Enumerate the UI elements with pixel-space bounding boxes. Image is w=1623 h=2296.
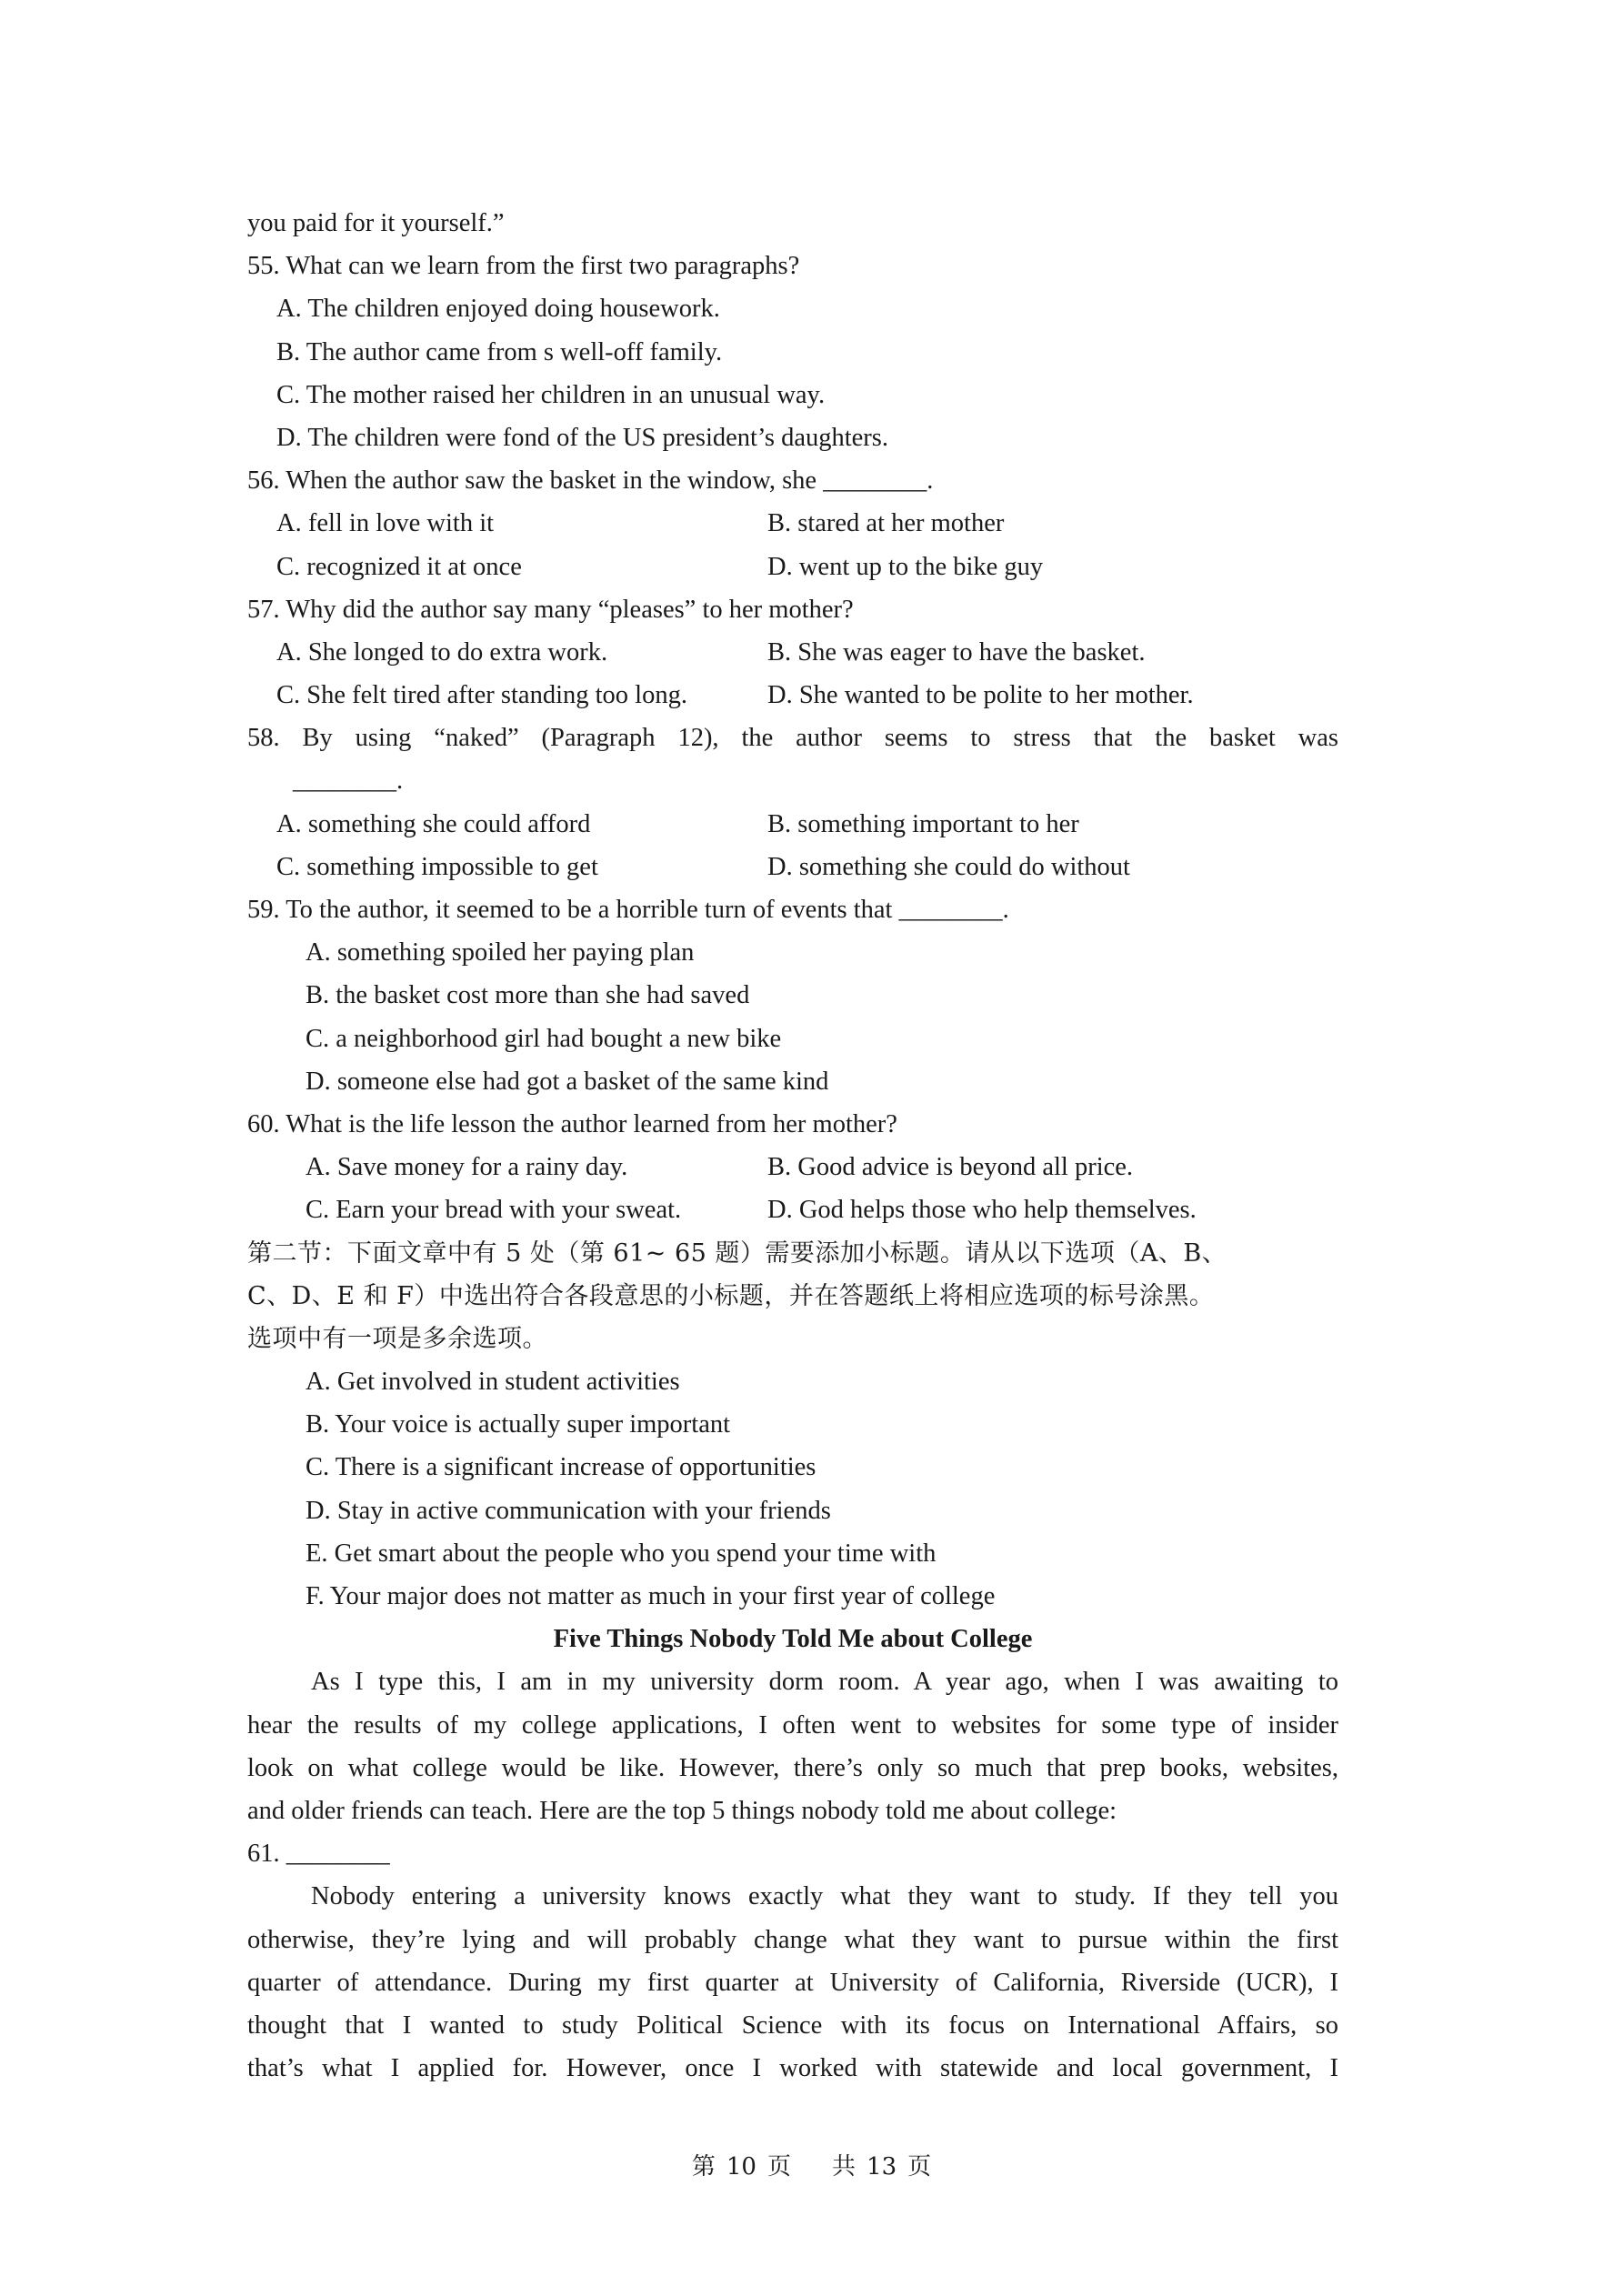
page-number: 10 <box>726 2153 756 2181</box>
paragraph-2-line4: thought that I wanted to study Political Science with its focus on International Affairs, so <box>247 2010 1338 2040</box>
question-58: 58. By using “naked” (Paragraph 12), the author seems to stress that the basket was <box>247 724 1338 753</box>
option-58c: C. something impossible to get <box>276 852 598 881</box>
paragraph-1-line3: look on what college would be like. However, there’s only so much that prep books, websites, <box>247 1753 1338 1782</box>
total-pages: 13 <box>867 2153 897 2181</box>
option-56d: D. went up to the bike guy <box>767 552 1044 581</box>
total-label: 共 <box>832 2153 857 2181</box>
paragraph-1-line2: hear the results of my college applications, I often went to websites for some type of insider <box>247 1710 1338 1740</box>
option-57a: A. She longed to do extra work. <box>276 637 608 667</box>
question-61: 61. ________ <box>247 1840 390 1869</box>
paragraph-1-line1: As I type this, I am in my university dorm room. A year ago, when I was awaiting to <box>311 1668 1338 1697</box>
option-59b: B. the basket cost more than she had saved <box>306 981 750 1010</box>
paragraph-2-line3: quarter of attendance. During my first quarter at University of California, Riverside (UCR), I <box>247 1968 1338 1997</box>
options-57-row1 <box>247 631 1338 674</box>
paragraph-2-line1: Nobody entering a university knows exactly what they want to study. If they tell you <box>311 1882 1338 1911</box>
option-58d: D. something she could do without <box>767 852 1130 881</box>
page-unit: 页 <box>766 2153 791 2181</box>
option-55a: A. The children enjoyed doing housework. <box>276 295 720 324</box>
section-instruction-line1: 第二节：下面文章中有 5 处（第 61~ 65 题）需要添加小标题。请从以下选项（A、B、 <box>247 1238 1227 1268</box>
option-60c: C. Earn your bread with your sweat. <box>306 1196 682 1225</box>
article-title: Five Things Nobody Told Me about College <box>553 1625 1033 1654</box>
option-59a: A. something spoiled her paying plan <box>306 938 695 968</box>
option-59d: D. someone else had got a basket of the same kind <box>306 1067 829 1096</box>
option-55d: D. The children were fond of the US president’s daughters. <box>276 423 889 452</box>
question-59: 59. To the author, it seemed to be a horrible turn of events that ________. <box>247 896 1009 924</box>
options-56-row2 <box>247 546 1338 588</box>
option-57d: D. She wanted to be polite to her mother. <box>767 681 1194 710</box>
paragraph-2-line5: that’s what I applied for. However, once I worked with statewide and local government, I <box>247 2054 1338 2083</box>
paragraph-1-line4: and older friends can teach. Here are the top 5 things nobody told me about college: <box>247 1796 1117 1825</box>
options-56-row1 <box>247 502 1338 545</box>
question-60: 60. What is the life lesson the author learned from her mother? <box>247 1109 897 1138</box>
option-58a: A. something she could afford <box>276 809 591 838</box>
section-instruction-line2: C、D、E 和 F）中选出符合各段意思的小标题，并在答题纸上将相应选项的标号涂黑。 <box>247 1281 1215 1310</box>
total-unit: 页 <box>907 2153 932 2181</box>
page-footer <box>0 2148 1623 2181</box>
heading-option-e: E. Get smart about the people who you spend your time with <box>306 1539 937 1568</box>
option-60b: B. Good advice is beyond all price. <box>767 1153 1134 1182</box>
text-line: you paid for it yourself.” <box>247 209 505 237</box>
section-instruction-line3: 选项中有一项是多余选项。 <box>247 1324 547 1353</box>
options-58-row2 <box>247 846 1338 888</box>
option-58b: B. something important to her <box>767 809 1079 838</box>
options-58-row1 <box>247 803 1338 846</box>
page-label: 第 <box>691 2153 716 2181</box>
heading-option-b: B. Your voice is actually super important <box>306 1410 731 1439</box>
option-60d: D. God helps those who help themselves. <box>767 1196 1197 1225</box>
heading-option-f: F. Your major does not matter as much in your first year of college <box>306 1582 996 1610</box>
heading-option-a: A. Get involved in student activities <box>306 1368 680 1397</box>
option-57c: C. She felt tired after standing too long. <box>276 681 687 710</box>
option-55c: C. The mother raised her children in an unusual way. <box>276 380 826 409</box>
question-56: 56. When the author saw the basket in the window, she ________. <box>247 466 934 496</box>
option-60a: A. Save money for a rainy day. <box>306 1153 628 1182</box>
options-60-row1 <box>247 1146 1338 1188</box>
heading-option-d: D. Stay in active communication with your friends <box>306 1496 831 1525</box>
option-57b: B. She was eager to have the basket. <box>767 637 1146 667</box>
option-56c: C. recognized it at once <box>276 552 522 581</box>
option-59c: C. a neighborhood girl had bought a new bike <box>306 1024 782 1053</box>
page-content <box>247 202 1338 2090</box>
paragraph-2-line2: otherwise, they’re lying and will probably change what they want to pursue within the first <box>247 1925 1338 1954</box>
heading-option-c: C. There is a significant increase of opportunities <box>306 1453 817 1482</box>
question-58-blank: ________. <box>293 767 404 796</box>
option-56a: A. fell in love with it <box>276 509 495 538</box>
options-60-row2 <box>247 1188 1338 1231</box>
options-57-row2 <box>247 674 1338 717</box>
question-57: 57. Why did the author say many “pleases” to her mother? <box>247 595 854 624</box>
option-55b: B. The author came from s well-off family. <box>276 337 723 366</box>
option-56b: B. stared at her mother <box>767 509 1005 538</box>
question-55: 55. What can we learn from the first two paragraphs? <box>247 252 800 281</box>
